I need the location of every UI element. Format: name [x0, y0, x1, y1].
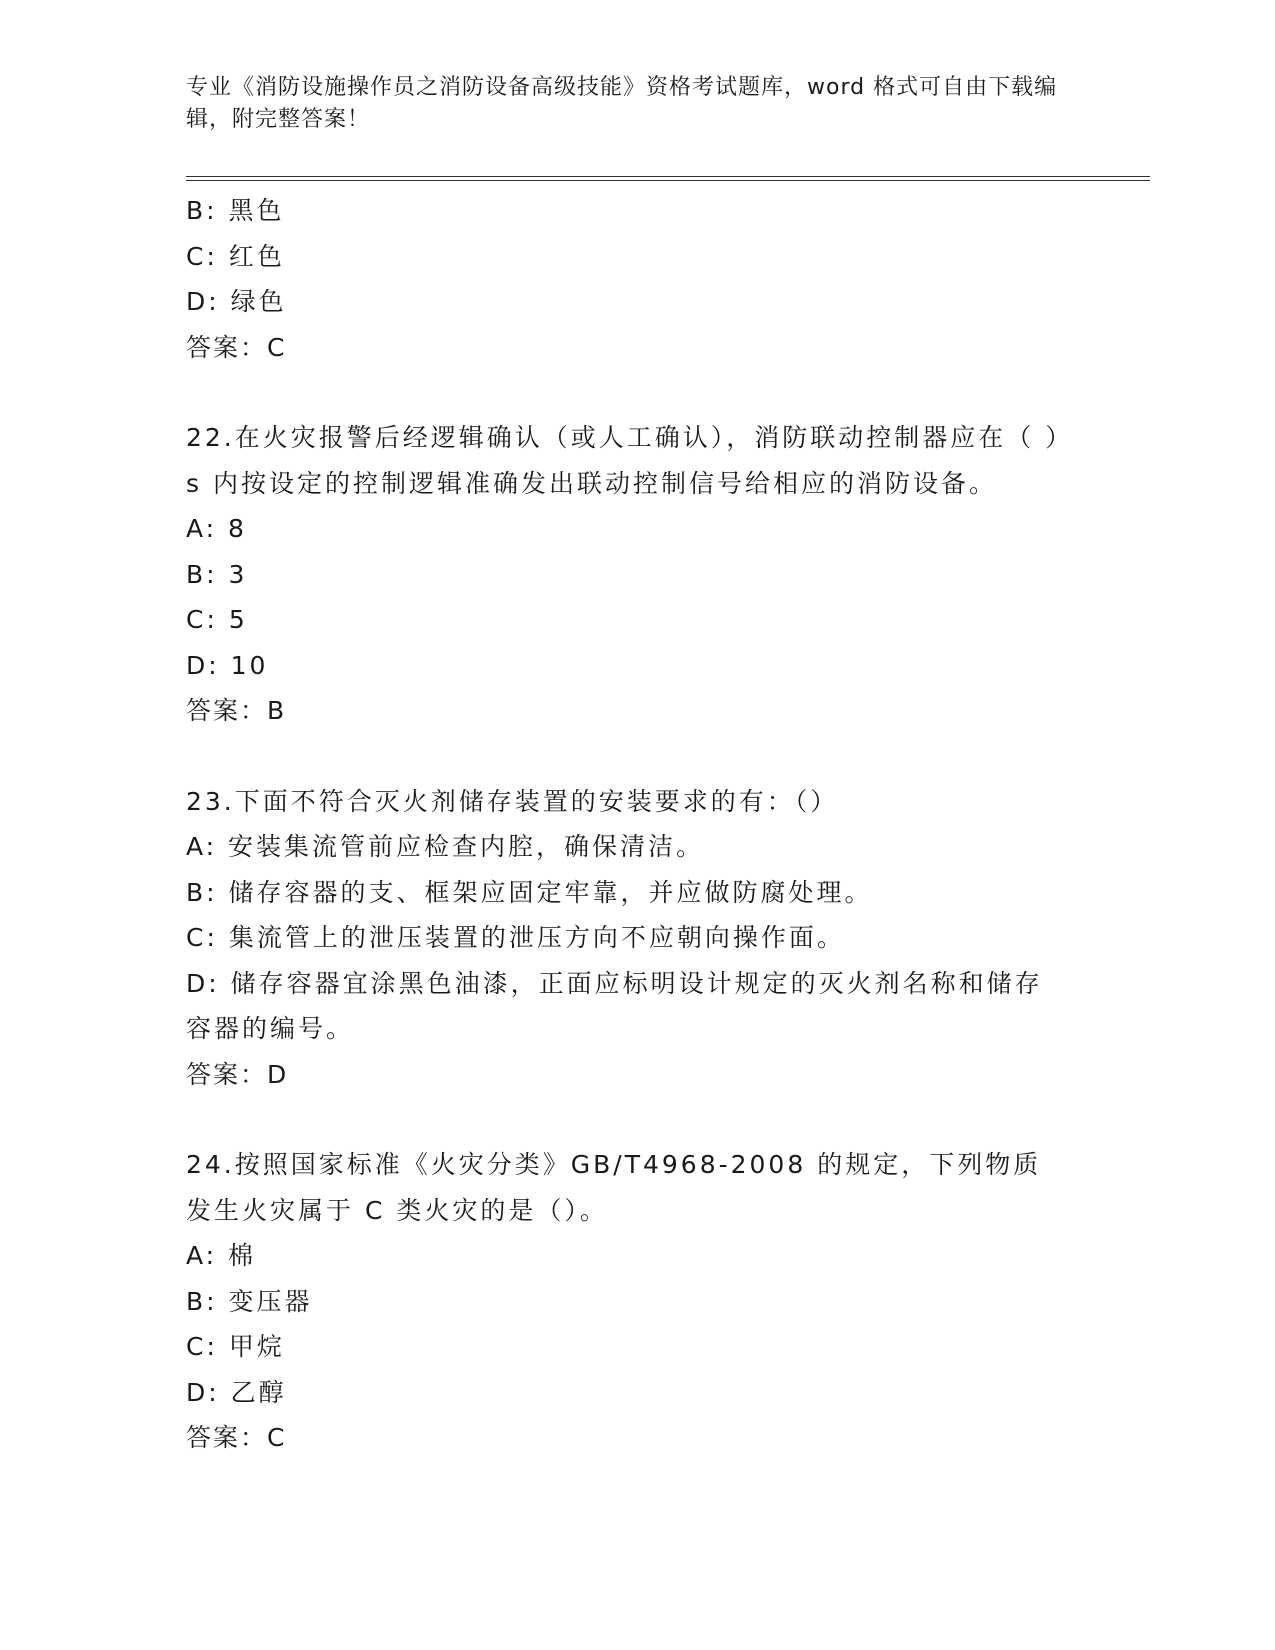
option-b: B: 3 — [186, 559, 248, 589]
question-stem: 22.在火灾报警后经逻辑确认（或人工确认），消防联动控制器应在（ ）s 内按设定的控制逻辑准确发出联动控制信号给相应的消防设备。 — [186, 423, 1061, 498]
question-24 — [186, 1142, 1086, 1461]
option-c: C: 甲烷 — [186, 1332, 285, 1361]
option-c: C: 红色 — [186, 241, 285, 271]
answer: 答案：C — [186, 332, 287, 362]
option-a: A: 8 — [186, 514, 247, 543]
option-d: D: 储存容器宜涂黑色油漆，正面应标明设计规定的灭火剂名称和储存容器的编号。 — [186, 968, 1043, 1043]
question-stem: 23.下面不符合灭火剂储存装置的安装要求的有：（） — [186, 786, 839, 816]
spacer — [186, 1097, 1086, 1142]
option-c: C: 5 — [186, 605, 248, 634]
answer: 答案：B — [186, 696, 287, 725]
answer: 答案：D — [186, 1059, 289, 1089]
document-header: 专业《消防设施操作员之消防设备高级技能》资格考试题库，word 格式可自由下载编辑，附完整答案！ — [186, 75, 1058, 132]
option-b: B: 变压器 — [186, 1286, 313, 1316]
question-23 — [186, 779, 1086, 1098]
spacer — [186, 370, 1086, 415]
question-list — [186, 188, 1086, 1461]
option-b: B: 黑色 — [186, 196, 285, 225]
header-divider — [186, 176, 1150, 181]
answer: 答案：C — [186, 1423, 287, 1452]
option-a: A: 安装集流管前应检查内腔，确保清洁。 — [186, 832, 705, 861]
question-21 — [186, 188, 1086, 370]
option-b: B: 储存容器的支、框架应固定牢靠，并应做防腐处理。 — [186, 877, 873, 907]
spacer — [186, 734, 1086, 779]
option-d: D: 绿色 — [186, 287, 287, 316]
option-a: A: 棉 — [186, 1241, 257, 1270]
question-stem: 24.按照国家标准《火灾分类》GB/T4968-2008 的规定，下列物质发生火灾属于 C 类火灾的是（）。 — [186, 1150, 1042, 1225]
option-d: D: 10 — [186, 650, 269, 680]
option-d: D: 乙醇 — [186, 1377, 287, 1407]
option-c: C: 集流管上的泄压装置的泄压方向不应朝向操作面。 — [186, 923, 845, 952]
question-22 — [186, 415, 1086, 734]
